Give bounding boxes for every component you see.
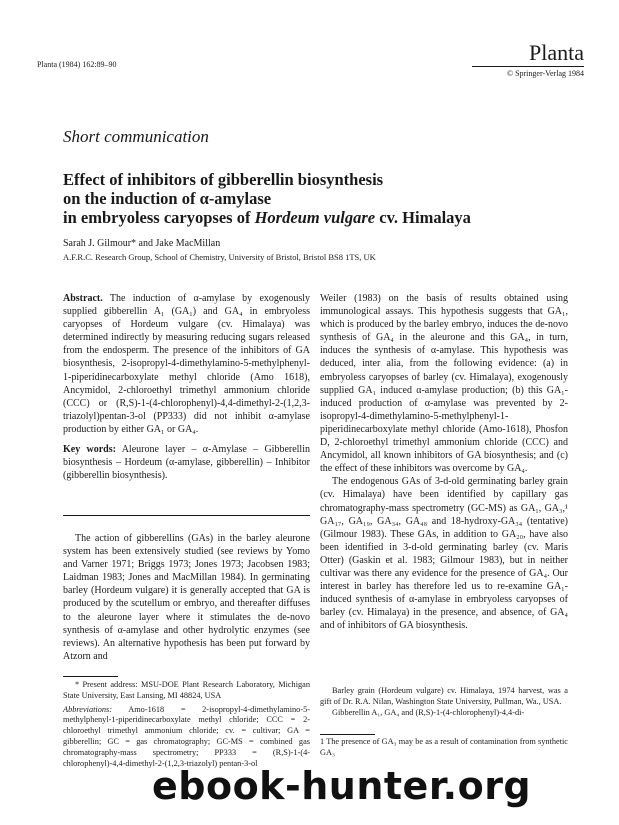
journal-name: Planta [529,40,584,65]
endogenous-ga-paragraph: The endogenous GAs of 3-d-old germinating barley grain (cv. Himalaya) have been identified by capillary gas chromatography-mass spectrometry (GC-MS) as GA₁, GA₃,¹ GA₁₇, GA₁₉, GA₃₄, GA₄₈ and 18-hydroxy-GA₃₄ (tentative) (Gilmour 1983). These GAs, in addition to GA₂₀, have also been identified in 3-d-old germinating barley (cv. Maris Otter) (Gaskin et al. 1983; Gilmour 1983), but in neither cultivar was there any evidence for the presence of GA₄. Our interest in barley has therefore led us to re-examine GA₁-induced synthesis of α-amylase in embryoless caryopses of barley (cv. Himalaya) in the presence, and absence, of GA₄ and of inhibitors of GA biosynthesis. [320,476,568,632]
abbreviations-label: Abbreviations: [63,704,113,714]
right-footnote-rule [320,734,375,735]
title-line-2: on the induction of α-amylase [63,189,272,208]
right-column [320,292,568,632]
masthead-rule [472,66,584,67]
author-list: Sarah J. Gilmour* and Jake MacMillan [63,238,221,249]
abstract-label: Abstract. [63,293,103,304]
keywords-text: Aleurone layer – α-Amylase – Gibberellin biosynthesis – Hordeum (α-amylase, gibberellin) – Inhibitor (gibberellin biosynthesis). [63,444,310,482]
introduction [63,532,310,663]
right-footnote: 1 The presence of GA₃ may be as a result of contamination from synthetic GA₃ [320,737,568,757]
materials-chemicals: Gibberellin A₁, GA₄ and (R,S)-1-(4-chlorophenyl)-4,4-di- [332,707,525,717]
paper-title [63,170,583,227]
keywords-label: Key words: [63,444,116,456]
footnote-rule [63,676,118,677]
intro-paragraph: The action of gibberellins (GAs) in the barley aleurone system has been extensively studied (see reviews by Yomo and Varner 1971; Briggs 1973; Jones 1973; Jacobsen 1983; Laidman 1983; Jones and MacMillan 1984). In germinating barley (Hordeum vulgare) it is generally accepted that GA is produced by the scutellum or embryo, and thereafter diffuses to the aleurone layer where it stimulates the de-novo synthesis of α-amylase and other hydrolytic enzymes (see reviews). An alternative hypothesis has been put forward by Atzorn and [63,533,310,662]
materials-barley: Barley grain (Hordeum vulgare) cv. Himalaya, 1974 harvest, was a gift of Dr. R.A. Nilan, Washington State University, Pullman, Wa., USA. [320,686,568,706]
left-footnotes [63,680,310,769]
affiliation: A.F.R.C. Research Group, School of Chemistry, University of Bristol, Bristol BS8 1TS, UK [63,252,376,262]
journal-citation: Planta (1984) 162:89–90 [37,60,117,69]
materials-block [320,686,568,718]
abbreviations-text: Amo-1618 = 2-isopropyl-4-dimethylamino-5-methylphenyl-1-piperidinecarboxylate methyl chloride; CCC = 2-chloroethyl trimethyl ammonium chloride; cv. = cultivar; GA = gibberellin; GC = gas chromatography; GC-MS = combined gas chromatography-mass spectrometry; PP333 = (R,S)-1-(4-chlorophenyl)-4,4-dimethyl-2-(1,2,3-triazolyl) pentan-3-ol [63,704,310,768]
abstract-block [63,292,310,482]
hypothesis-paragraph: Weiler (1983) on the basis of results obtained using immunological assays. This hypothesis suggests that GA₁, which is produced by the barley embryo, induces the de-novo synthesis of GA₄ in the aleurone and this GA₄, in turn, induces the synthesis of α-amylase. This hypothesis was deduced, inter alia, from the following evidence: (a) in embryoless caryopses of barley (cv. Himalaya), exogenously supplied GA₁ induced α-amylase production; (b) this GA₁-induced production of α-amylase was prevented by 2-isopropyl-4-dimethylamino-5-methylphenyl-1-piperidinecarboxylate methyl chloride (Amo-1618), Phosfon D, 2-chloroethyl trimethyl ammonium chloride (CCC) and Ancymidol, all known inhibitors of GA biosynthesis; and (c) the effect of these inhibitors was overcome by GA₄. [320,293,568,475]
watermark-text: ebook-hunter.org [152,764,532,808]
section-label: Short communication [63,127,209,146]
present-address: * Present address: MSU-DOE Plant Research Laboratory, Michigan State University, East Lansing, MI 48824, USA [63,680,310,700]
abstract [63,292,310,436]
abstract-divider [63,515,310,516]
title-line-3: in embryoless caryopses of Hordeum vulgare cv. Himalaya [63,208,471,227]
journal-masthead [472,42,584,78]
keywords [63,443,310,482]
watermark-banner [0,760,619,825]
abstract-text: The induction of α-amylase by exogenously supplied gibberellin A₁ (GA₁) and GA₄ in embryoless caryopses of Hordeum vulgare (cv. Himalaya) was determined indirectly by measuring reducing sugars released from the endosperm. The presence of the inhibitors of GA biosynthesis, 2-isopropyl-4-dimethylamino-5-methylphenyl-1-piperidinecarboxylate methyl chloride (Amo 1618), Ancymidol, 2-chloroethyl trimethyl ammonium chloride (CCC) or (R,S)-1-(4-chlorophenyl)-4,4-dimethyl-2-(1,2,3-triazolyl)pentan-3-ol (PP333) did not inhibit α-amylase production by either GA₁ or GA₄. [63,293,310,435]
title-line-1: Effect of inhibitors of gibberellin biosynthesis [63,170,384,189]
copyright-notice: © Springer-Verlag 1984 [506,69,584,78]
